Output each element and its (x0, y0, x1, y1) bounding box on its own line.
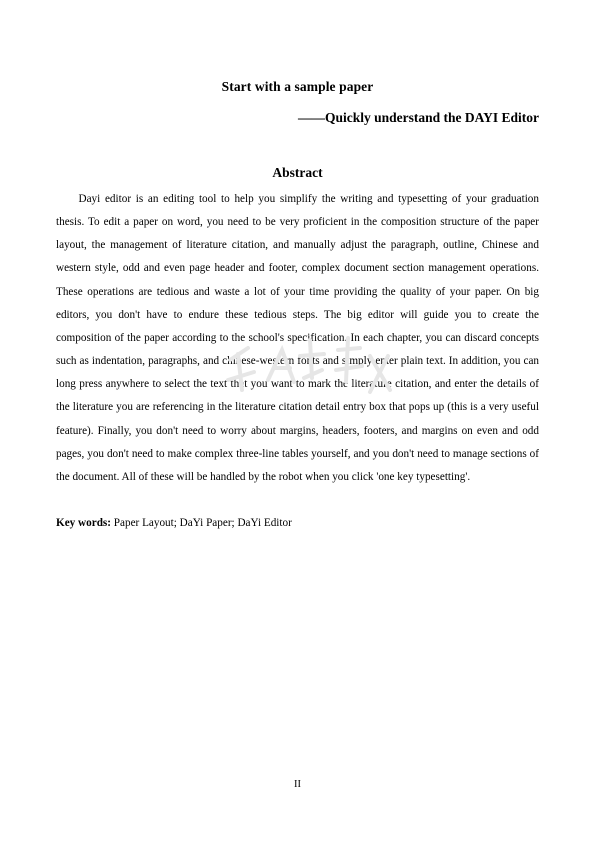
paper-title: Start with a sample paper (221, 79, 374, 94)
keywords-line (56, 517, 539, 529)
keywords-value: Paper Layout; DaYi Paper; DaYi Editor (111, 517, 292, 529)
abstract-paragraph: Dayi editor is an editing tool to help you simplify the writing and typesetting of your graduation thesis. To edit a paper on word, you need to be very proficient in the composition structure of the paper layout, the management of literature citation, and manually adjust the paragraph, outline, Chinese and western style, odd and even page header and footer, complex document section management operations. These operations are tedious and waste a lot of your time providing the quality of your paper. On big editors, you don't have to endure these tedious steps. The big editor will guide you to create the composition of the paper according to the school's specification. In each chapter, you can discard concepts such as indentation, paragraphs, and chinese-western fonts and simply enter plain text. In addition, you can long press anywhere to select the text that you want to mark the literature citation, and enter the details of the literature you are referencing in the literature citation detail entry box that pops up (this is a very useful feature). Finally, you don't need to worry about margins, headers, footers, and margins on even and odd pages, you don't need to make complex three-line tables yourself, and you don't need to manage sections of the document. All of these will be handled by the robot when you click 'one key typesetting'. (56, 193, 539, 483)
keywords-label: Key words: (56, 517, 111, 529)
paper-subtitle: ——Quickly understand the DAYI Editor (297, 110, 539, 125)
page-number: II (294, 779, 301, 790)
abstract-heading: Abstract (272, 165, 323, 180)
